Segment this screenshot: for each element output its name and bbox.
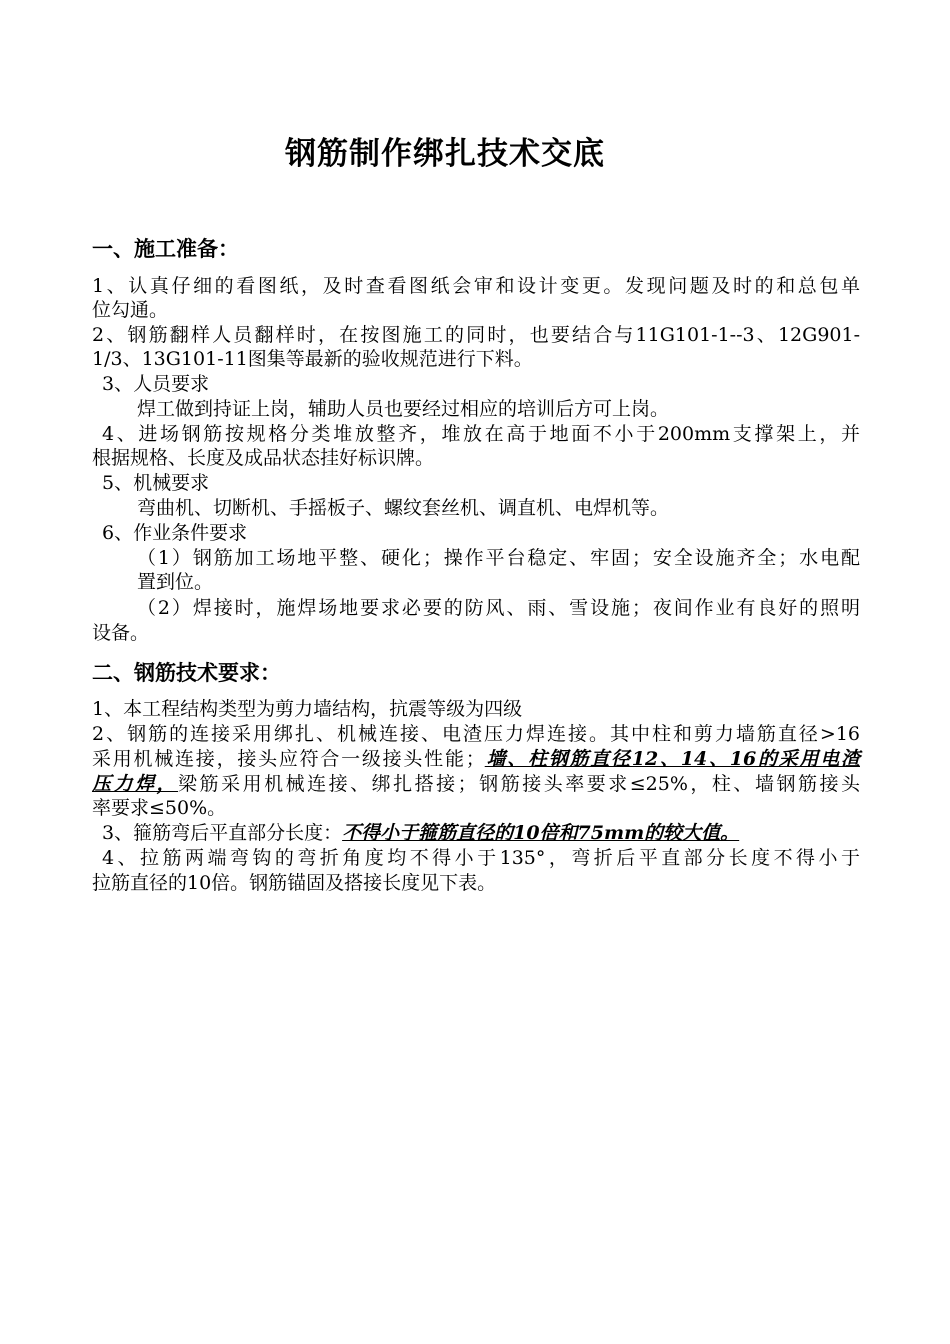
paragraph-line: 置到位。 bbox=[137, 571, 214, 593]
paragraph-line: 1/3、13G101-11图集等最新的验收规范进行下料。 bbox=[92, 348, 533, 370]
text-run: 3、箍筋弯后平直部分长度： bbox=[102, 822, 343, 844]
section-heading-preparation: 一、施工准备： bbox=[92, 237, 239, 261]
paragraph-line bbox=[92, 747, 860, 771]
emphasis-text: 不得小于箍筋直径的10倍和75mm的较大值。 bbox=[342, 822, 740, 844]
subsection-title: 5、机械要求 bbox=[102, 472, 210, 494]
text-run: 采用机械连接，接头应符合一级接头性能； bbox=[92, 748, 485, 770]
paragraph-line: 位勾通。 bbox=[92, 299, 169, 321]
paragraph-line: 2、钢筋翻样人员翻样时，在按图施工的同时，也要结合与11G101-1--3、12G901- bbox=[92, 324, 860, 346]
section-heading-technical: 二、钢筋技术要求： bbox=[92, 661, 281, 685]
paragraph-line bbox=[102, 821, 739, 845]
paragraph-line: 4、拉筋两端弯钩的弯折角度均不得小于135°，弯折后平直部分长度不得小于 bbox=[102, 847, 860, 869]
paragraph-line bbox=[92, 772, 860, 796]
paragraph-line: （2）焊接时，施焊场地要求必要的防风、雨、雪设施；夜间作业有良好的照明 bbox=[137, 597, 860, 619]
paragraph-line: 1、本工程结构类型为剪力墙结构，抗震等级为四级 bbox=[92, 698, 523, 720]
subsection-title: 6、作业条件要求 bbox=[102, 522, 248, 544]
paragraph-line: 1、认真仔细的看图纸，及时查看图纸会审和设计变更。发现问题及时的和总包单 bbox=[92, 275, 860, 297]
paragraph-line: 焊工做到持证上岗，辅助人员也要经过相应的培训后方可上岗。 bbox=[137, 398, 670, 420]
paragraph-line: （1）钢筋加工场地平整、硬化；操作平台稳定、牢固；安全设施齐全；水电配 bbox=[137, 547, 860, 569]
subsection-title: 3、人员要求 bbox=[102, 373, 210, 395]
paragraph-line: 4、进场钢筋按规格分类堆放整齐，堆放在高于地面不小于200mm支撑架上，并 bbox=[102, 423, 860, 445]
text-run: 梁筋采用机械连接、绑扎搭接；钢筋接头率要求≤25%，柱、墙钢筋接头 bbox=[178, 773, 860, 795]
paragraph-line: 2、钢筋的连接采用绑扎、机械连接、电渣压力焊连接。其中柱和剪力墙筋直径>16 bbox=[92, 723, 860, 745]
paragraph-line: 根据规格、长度及成品状态挂好标识牌。 bbox=[92, 447, 435, 469]
paragraph-line: 设备。 bbox=[92, 622, 150, 644]
emphasis-text: 压力焊， bbox=[92, 773, 179, 795]
document-title: 钢筋制作绑扎技术交底 bbox=[285, 136, 605, 172]
paragraph-line: 弯曲机、切断机、手摇板子、螺纹套丝机、调直机、电焊机等。 bbox=[137, 497, 670, 519]
emphasis-text: 墙、柱钢筋直径12、14、16的采用电渣 bbox=[484, 748, 860, 770]
paragraph-line: 拉筋直径的10倍。钢筋锚固及搭接长度见下表。 bbox=[92, 872, 497, 894]
paragraph-line: 率要求≤50%。 bbox=[92, 797, 227, 819]
